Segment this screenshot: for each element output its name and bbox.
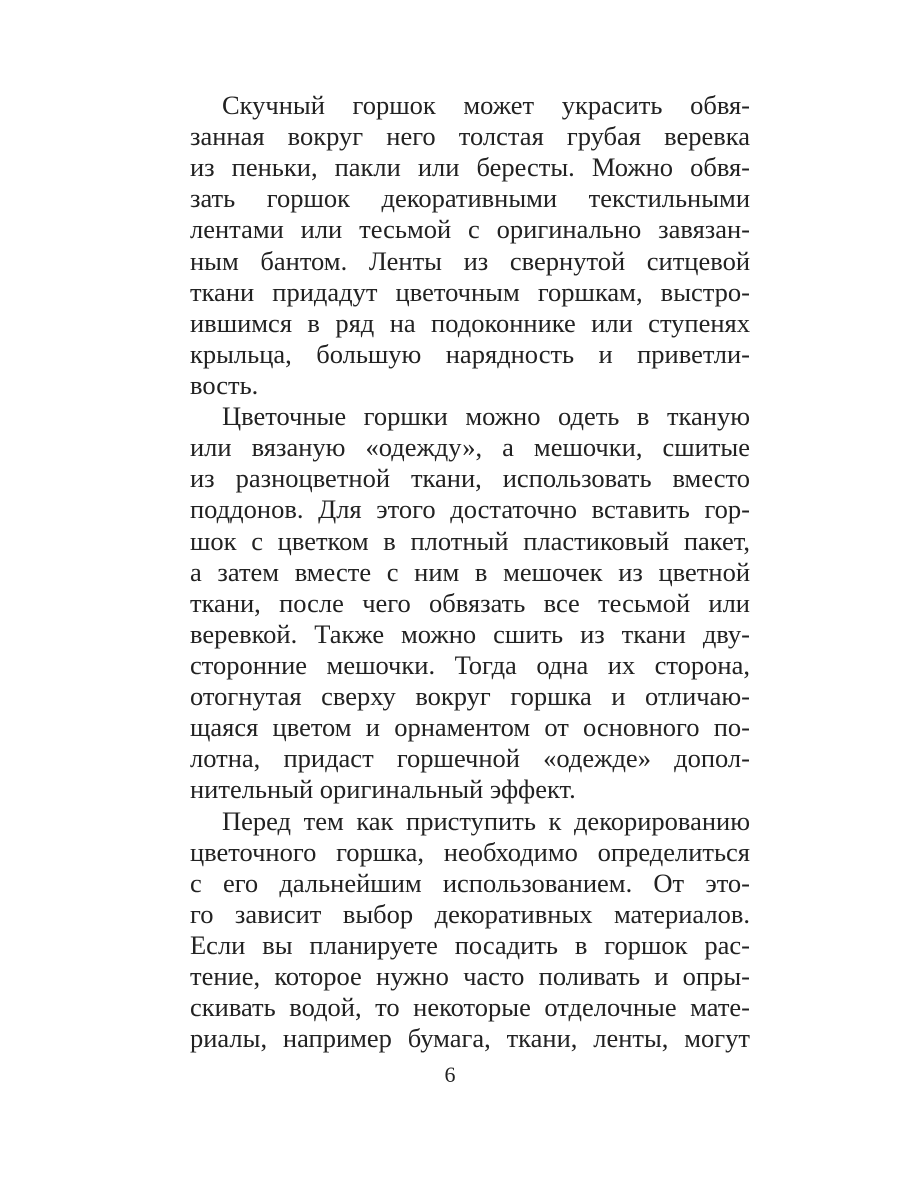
text-line: ткани, после чего обвязать все тесьмой или xyxy=(190,587,750,618)
text-line: сторонние мешочки. Тогда одна их сторона, xyxy=(190,649,750,680)
text-line: скивать водой, то некоторые отделочные мате- xyxy=(190,992,750,1023)
text-line: ткани придадут цветочным горшкам, выстро- xyxy=(190,276,750,307)
text-line: Цветочные горшки можно одеть в тканую xyxy=(222,401,750,432)
text-line: го зависит выбор декоративных материалов. xyxy=(190,898,750,929)
text-line: поддонов. Для этого достаточно вставить гор- xyxy=(190,494,750,525)
text-line: с его дальнейшим использованием. От это- xyxy=(190,867,750,898)
text-line: вость. xyxy=(190,369,259,400)
paragraph-2 xyxy=(190,401,750,805)
text-line: зать горшок декоративными текстильными xyxy=(190,183,750,214)
text-line: щаяся цветом и орнаментом от основного по- xyxy=(190,712,750,743)
body-text xyxy=(190,90,750,1054)
text-line: нительный оригинальный эффект. xyxy=(190,774,576,805)
text-line: Перед тем как приступить к декорированию xyxy=(222,805,750,836)
text-line: ным бантом. Ленты из свернутой ситцевой xyxy=(190,245,750,276)
page-number: 6 xyxy=(444,1062,456,1087)
paragraph-1 xyxy=(190,90,750,401)
text-line: Скучный горшок может украсить обвя- xyxy=(222,90,750,120)
text-line: из разноцветной ткани, использовать вместо xyxy=(190,463,750,494)
text-line: из пеньки, пакли или бересты. Можно обвя- xyxy=(190,152,750,183)
text-line: Если вы планируете посадить в горшок рас- xyxy=(190,929,750,960)
text-line: шок с цветком в плотный пластиковый пакет, xyxy=(190,525,750,556)
paragraph-3 xyxy=(190,806,750,1055)
text-line: риалы, например бумага, ткани, ленты, могут xyxy=(190,1023,750,1054)
text-line: тение, которое нужно часто поливать и опры- xyxy=(190,961,750,992)
text-line: лентами или тесьмой с оригинально завязан- xyxy=(190,214,750,245)
text-line: ившимся в ряд на подоконнике или ступенях xyxy=(190,307,750,338)
text-line: цветочного горшка, необходимо определиться xyxy=(190,836,750,867)
text-line: веревкой. Также можно сшить из ткани дву- xyxy=(190,618,750,649)
text-line: лотна, придаст горшечной «одежде» допол- xyxy=(190,743,750,774)
text-line: отогнутая сверху вокруг горшка и отличаю- xyxy=(190,681,750,712)
text-line: крыльца, большую нарядность и приветли- xyxy=(190,338,750,369)
text-line: или вязаную «одежду», а мешочки, сшитые xyxy=(190,432,750,463)
text-line: а затем вместе с ним в мешочек из цветной xyxy=(190,556,750,587)
text-line: занная вокруг него толстая грубая веревка xyxy=(190,121,750,152)
